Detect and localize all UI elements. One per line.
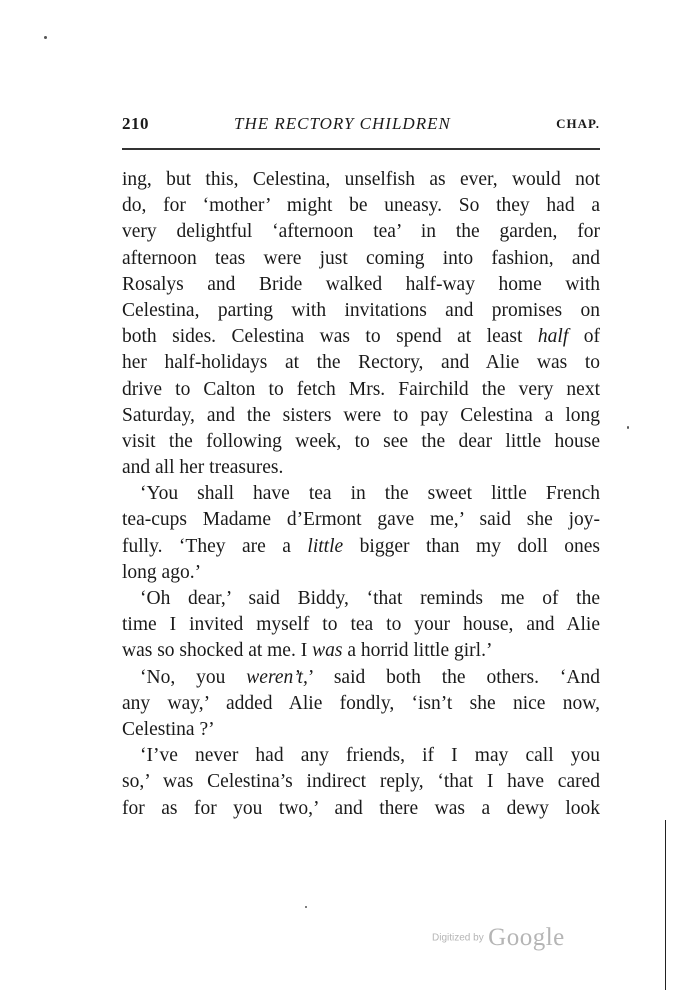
text-line: her half-holidays at the Rectory, and Alie was to (122, 352, 600, 374)
google-logo: Google (488, 924, 565, 951)
text-line: fully. ‘They are a little bigger than my doll ones (122, 535, 600, 557)
page-edge-mark (665, 820, 666, 990)
text-line: afternoon teas were just coming into fashion, and (122, 247, 600, 269)
text-line: long ago.’ (122, 561, 202, 583)
text-line: any way,’ added Alie fondly, ‘isn’t she nice now, (122, 692, 600, 714)
header-rule (122, 148, 600, 150)
page-number: 210 (122, 114, 149, 133)
page-header (122, 112, 600, 140)
text-line: so,’ was Celestina’s indirect reply, ‘that I have cared (122, 771, 600, 793)
body-text (122, 167, 600, 822)
text-line: very delightful ‘afternoon tea’ in the garden, for (122, 221, 600, 243)
text-line: and all her treasures. (122, 457, 284, 479)
italic-text: was (312, 640, 343, 662)
text-line: ‘No, you weren’t,’ said both the others. ‘And (140, 666, 601, 688)
text-line: ‘I’ve never had any friends, if I may call you (140, 745, 600, 767)
text-line: was so shocked at me. I was a horrid little girl.’ (122, 640, 493, 662)
text-line: time I invited myself to tea to your house, and Alie (122, 614, 600, 636)
running-title: THE RECTORY CHILDREN (234, 114, 451, 133)
text-line: visit the following week, to see the dear little house (122, 430, 600, 452)
text-line: tea-cups Madame d’Ermont gave me,’ said she joy- (122, 509, 600, 531)
text-line: Celestina, parting with invitations and promises on (122, 299, 600, 321)
text-line: Rosalys and Bride walked half-way home with (122, 273, 600, 295)
chapter-label: CHAP. (556, 116, 600, 131)
text-line: Saturday, and the sisters were to pay Celestina a long (122, 404, 600, 426)
scan-speck (627, 426, 629, 429)
scan-speck (305, 906, 307, 908)
text-line: ing, but this, Celestina, unselfish as ever, would not (122, 169, 600, 190)
watermark-prefix: Digitized by (432, 932, 484, 944)
text-line: do, for ‘mother’ might be uneasy. So they had a (122, 195, 600, 217)
text-line: drive to Calton to fetch Mrs. Fairchild the very next (122, 378, 600, 400)
scan-speck (44, 36, 47, 39)
text-line: for as for you two,’ and there was a dewy look (122, 797, 600, 819)
text-line: ‘You shall have tea in the sweet little French (140, 483, 600, 505)
italic-text: weren’t, (246, 666, 308, 688)
text-line: Celestina ?’ (122, 718, 215, 740)
text-line: ‘Oh dear,’ said Biddy, ‘that reminds me of the (140, 588, 600, 609)
italic-text: little (307, 535, 344, 557)
text-line: both sides. Celestina was to spend at least half of (122, 326, 600, 348)
digitization-watermark (432, 924, 565, 952)
italic-text: half (537, 326, 569, 348)
